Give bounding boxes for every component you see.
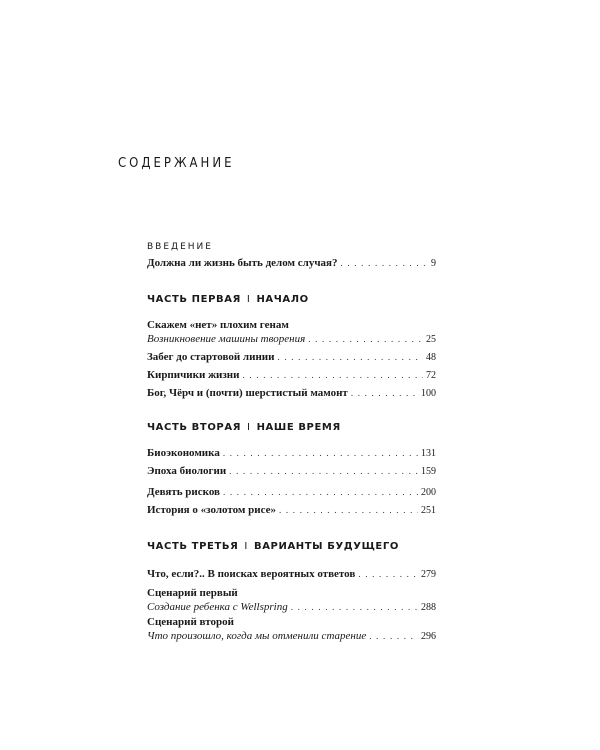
toc-entry-page: 279 — [421, 569, 436, 580]
toc-entry-page: 48 — [426, 352, 436, 363]
toc-entry-page: 131 — [421, 448, 436, 459]
toc-entry-title: Кирпичики жизни — [147, 369, 240, 381]
toc-entry-page: 288 — [421, 602, 436, 613]
part2-heading — [147, 422, 341, 433]
toc-entry-page: 72 — [426, 370, 436, 381]
leader-dots — [308, 332, 423, 346]
toc-entry-title: История о «золотом рисе» — [147, 504, 276, 516]
toc-entry[interactable] — [147, 256, 436, 271]
toc-entry[interactable] — [147, 485, 436, 500]
toc-entry-page: 100 — [421, 388, 436, 399]
toc-entry[interactable] — [147, 464, 436, 479]
contents-title: СОДЕРЖАНИЕ — [118, 156, 235, 171]
leader-dots — [223, 446, 418, 460]
leader-dots — [369, 629, 418, 643]
toc-entry-page: 25 — [426, 334, 436, 345]
leader-dots — [291, 600, 418, 614]
toc-entry-title: Должна ли жизнь быть делом случая? — [147, 257, 338, 269]
part2-heading-left: ЧАСТЬ ВТОРАЯ — [147, 422, 241, 433]
toc-entry[interactable] — [147, 332, 436, 347]
part3-heading — [147, 541, 399, 552]
leader-dots — [277, 350, 423, 364]
toc-entry[interactable] — [147, 386, 436, 401]
toc-entry-page: 251 — [421, 505, 436, 516]
leader-dots — [358, 567, 418, 581]
toc-entry[interactable] — [147, 503, 436, 518]
leader-dots — [223, 485, 418, 499]
toc-entry-title: Что, если?.. В поисках вероятных ответов — [147, 568, 356, 580]
leader-dots — [351, 386, 418, 400]
toc-entry-title[interactable]: Сценарий второй — [147, 616, 234, 628]
toc-entry-page: 9 — [431, 258, 436, 269]
toc-entry-page: 200 — [421, 487, 436, 498]
part2-heading-separator: I — [247, 422, 251, 433]
toc-entry[interactable] — [147, 629, 436, 644]
toc-entry-title: Биоэкономика — [147, 447, 220, 459]
part1-heading-left: ЧАСТЬ ПЕРВАЯ — [147, 294, 241, 305]
toc-entry-title: Эпоха биологии — [147, 465, 227, 477]
toc-entry[interactable] — [147, 350, 436, 365]
toc-entry-title: Забег до стартовой линии — [147, 351, 275, 363]
part1-heading-separator: I — [246, 294, 251, 305]
part1-heading — [147, 294, 309, 305]
toc-entry[interactable] — [147, 368, 436, 383]
toc-entry-page: 296 — [421, 631, 436, 642]
part3-heading-right: ВАРИАНТЫ БУДУЩЕГО — [253, 541, 399, 552]
toc-entry-page: 159 — [421, 466, 436, 477]
leader-dots — [340, 256, 428, 270]
part2-heading-right: НАШЕ ВРЕМЯ — [256, 422, 341, 433]
toc-entry-title: Бог, Чёрч и (почти) шерстистый мамонт — [147, 387, 348, 399]
toc-entry-title: Девять рисков — [147, 486, 220, 498]
part1-heading-right: НАЧАЛО — [256, 294, 309, 305]
part3-heading-left: ЧАСТЬ ТРЕТЬЯ — [147, 541, 239, 552]
toc-entry-subtitle: Возникновение машины творения — [147, 333, 306, 345]
toc-entry-title[interactable]: Сценарий первый — [147, 587, 238, 599]
part3-heading-separator: I — [244, 541, 248, 552]
leader-dots — [279, 503, 418, 517]
leader-dots — [243, 368, 424, 382]
toc-entry[interactable] — [147, 446, 436, 461]
toc-entry[interactable] — [147, 600, 436, 615]
leader-dots — [229, 464, 418, 478]
toc-entry-subtitle: Создание ребенка с Wellspring — [147, 601, 288, 613]
intro-heading: ВВЕДЕНИЕ — [147, 242, 213, 252]
toc-entry[interactable] — [147, 567, 436, 582]
toc-entry-title[interactable]: Скажем «нет» плохим генам — [147, 319, 289, 331]
toc-entry-subtitle: Что произошло, когда мы отменили старение — [147, 630, 367, 642]
